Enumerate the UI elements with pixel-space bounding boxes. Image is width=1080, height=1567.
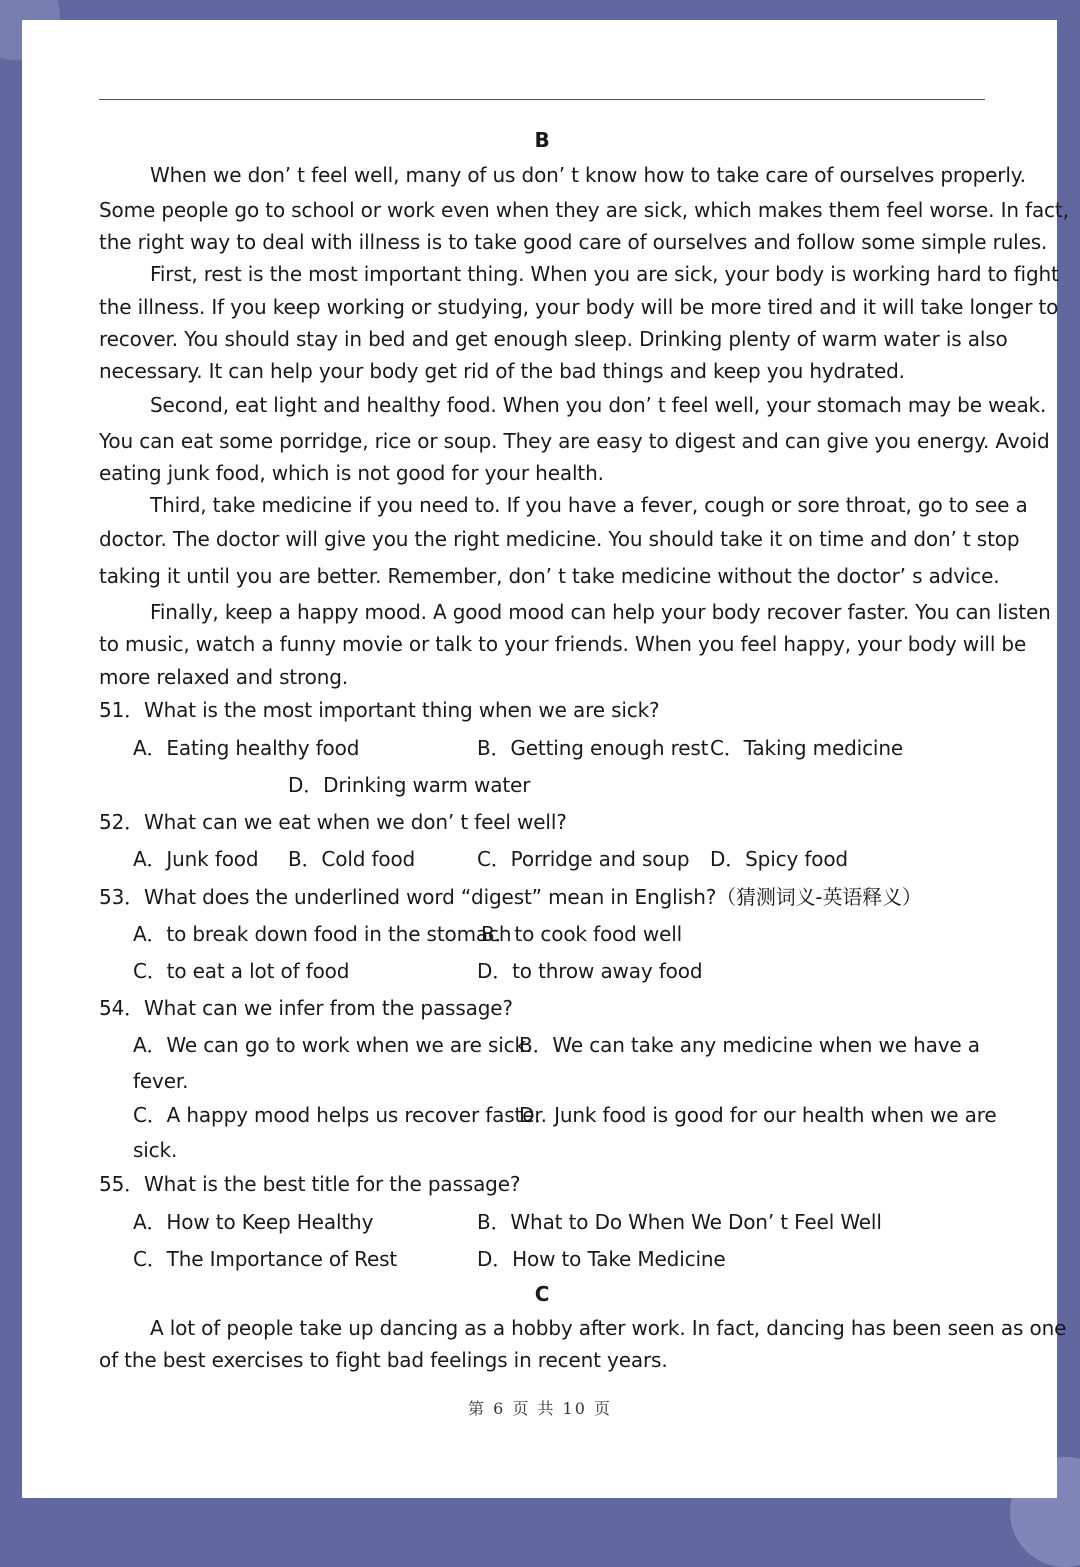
answer-option: B．Getting enough rest xyxy=(477,736,709,760)
answer-option: D．Drinking warm water xyxy=(288,773,531,797)
answer-option: D．Junk food is good for our health when we are xyxy=(519,1103,997,1127)
passage-line: necessary. It can help your body get rid of the bad things and keep you hydrated. xyxy=(99,359,905,383)
passage-line: First, rest is the most important thing. When you are sick, your body is working hard to fight xyxy=(150,262,1059,286)
answer-option: C．A happy mood helps us recover faster. xyxy=(133,1103,547,1127)
question-stem: 52．What can we eat when we don’ t feel well? xyxy=(99,810,567,834)
answer-option: A．We can go to work when we are sick. xyxy=(133,1033,533,1057)
section-heading-b: B xyxy=(534,128,550,152)
answer-option-continued: fever. xyxy=(133,1069,189,1093)
passage-line: taking it until you are better. Remember, don’ t take medicine without the doctor’ s advice. xyxy=(99,564,1000,588)
passage-line: to music, watch a funny movie or talk to your friends. When you feel happy, your body will be xyxy=(99,632,1027,656)
answer-option: C．Taking medicine xyxy=(710,736,904,760)
passage-line: of the best exercises to fight bad feelings in recent years. xyxy=(99,1348,668,1372)
question-stem: 51．What is the most important thing when we are sick? xyxy=(99,698,660,722)
question-stem: 54．What can we infer from the passage? xyxy=(99,996,513,1020)
answer-option: A．How to Keep Healthy xyxy=(133,1210,374,1234)
passage-line: the illness. If you keep working or studying, your body will be more tired and it will take longer to xyxy=(99,295,1059,319)
passage-line: the right way to deal with illness is to take good care of ourselves and follow some simple rules. xyxy=(99,230,1048,254)
passage-line: more relaxed and strong. xyxy=(99,665,349,689)
passage-line: You can eat some porridge, rice or soup. They are easy to digest and can give you energy. Avoid xyxy=(99,429,1050,453)
answer-option: B．Cold food xyxy=(288,847,416,871)
header-rule xyxy=(99,99,985,100)
answer-option: A．to break down food in the stomach xyxy=(133,922,512,946)
answer-option: B．We can take any medicine when we have a xyxy=(519,1033,980,1057)
answer-option: D．How to Take Medicine xyxy=(477,1247,726,1271)
answer-option: D．to throw away food xyxy=(477,959,703,983)
answer-option: C．to eat a lot of food xyxy=(133,959,350,983)
passage-line: eating junk food, which is not good for your health. xyxy=(99,461,604,485)
passage-line: recover. You should stay in bed and get enough sleep. Drinking plenty of warm water is also xyxy=(99,327,1008,351)
passage-line: Some people go to school or work even when they are sick, which makes them feel worse. In fact, xyxy=(99,198,1069,222)
answer-option: B．What to Do When We Don’ t Feel Well xyxy=(477,1210,882,1234)
section-heading-c: C xyxy=(534,1282,550,1306)
answer-option: D．Spicy food xyxy=(710,847,848,871)
passage-line: Finally, keep a happy mood. A good mood can help your body recover faster. You can listen xyxy=(150,600,1051,624)
answer-option: A．Junk food xyxy=(133,847,259,871)
question-stem: 53．What does the underlined word “digest” mean in English?（猜测词义-英语释义） xyxy=(99,885,922,909)
answer-option: B．to cook food well xyxy=(481,922,683,946)
passage-line: Third, take medicine if you need to. If you have a fever, cough or sore throat, go to see a xyxy=(150,493,1028,517)
passage-line: A lot of people take up dancing as a hobby after work. In fact, dancing has been seen as one xyxy=(150,1316,1067,1340)
question-stem: 55．What is the best title for the passage? xyxy=(99,1172,521,1196)
page-number: 第 6 页 共 10 页 xyxy=(468,1399,612,1418)
passage-line: When we don’ t feel well, many of us don’ t know how to take care of ourselves properly. xyxy=(150,163,1026,187)
passage-line: doctor. The doctor will give you the right medicine. You should take it on time and don’ t stop xyxy=(99,527,1020,551)
passage-line: Second, eat light and healthy food. When you don’ t feel well, your stomach may be weak. xyxy=(150,393,1047,417)
answer-option: C．The Importance of Rest xyxy=(133,1247,398,1271)
answer-option-continued: sick. xyxy=(133,1138,178,1162)
document-page xyxy=(22,20,1069,1498)
answer-option: C．Porridge and soup xyxy=(477,847,690,871)
answer-option: A．Eating healthy food xyxy=(133,736,360,760)
